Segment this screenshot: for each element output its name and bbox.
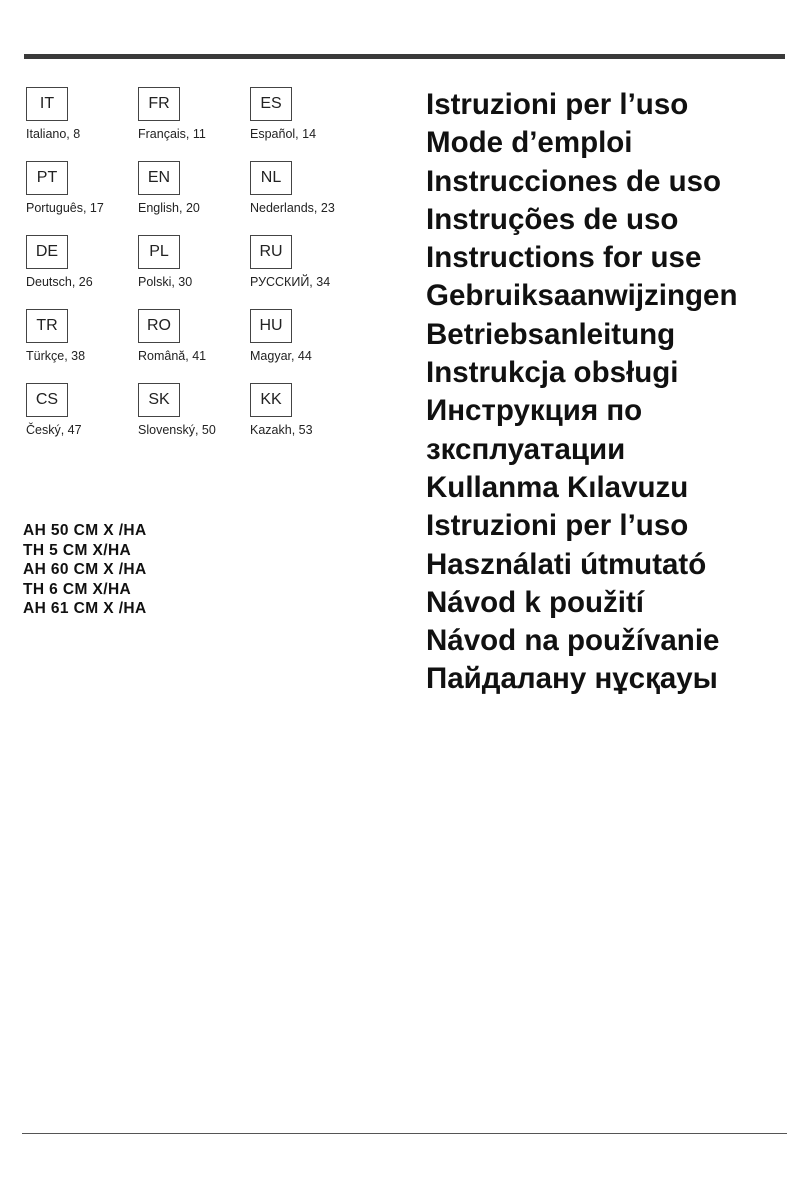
language-page-label: Deutsch, 26 bbox=[26, 275, 93, 289]
language-page-label: Český, 47 bbox=[26, 423, 82, 437]
instruction-title: Istruzioni per l’uso bbox=[426, 509, 689, 543]
model-number: AH 61 CM X /HA bbox=[23, 600, 147, 618]
bottom-rule bbox=[22, 1133, 787, 1134]
language-code-box: IT bbox=[26, 87, 68, 121]
instruction-title: Gebruiksaanwijzingen bbox=[426, 279, 738, 313]
instruction-title: Betriebsanleitung bbox=[426, 317, 676, 351]
instruction-title: Návod k použití bbox=[426, 585, 644, 619]
language-page-label: Kazakh, 53 bbox=[250, 423, 313, 437]
instruction-title: Kullanma Kılavuzu bbox=[426, 470, 689, 504]
instruction-title: зксплуатации bbox=[426, 432, 626, 466]
language-page-label: Português, 17 bbox=[26, 201, 104, 215]
model-number: TH 5 CM X/HA bbox=[23, 541, 132, 559]
language-page-label: Polski, 30 bbox=[138, 275, 193, 289]
language-code-box: EN bbox=[138, 161, 180, 195]
language-code-box: KK bbox=[250, 383, 292, 417]
instruction-title: Návod na používanie bbox=[426, 624, 720, 658]
language-entry-pl bbox=[138, 235, 192, 289]
instruction-title: Instructions for use bbox=[426, 241, 702, 275]
language-entry-es bbox=[250, 87, 316, 141]
language-code-box: RU bbox=[250, 235, 292, 269]
language-code-box: TR bbox=[26, 309, 68, 343]
language-page-label: Română, 41 bbox=[138, 349, 207, 363]
language-entry-sk bbox=[138, 383, 216, 437]
language-page-label: Türkçe, 38 bbox=[26, 349, 86, 363]
top-rule bbox=[24, 54, 785, 59]
instruction-title: Használati útmutató bbox=[426, 547, 707, 581]
language-entry-cs bbox=[26, 383, 82, 437]
language-entry-de bbox=[26, 235, 93, 289]
language-page-label: Slovenský, 50 bbox=[138, 423, 216, 437]
instruction-title: Istruzioni per l’uso bbox=[426, 88, 689, 121]
language-code-box: DE bbox=[26, 235, 68, 269]
language-code-box: FR bbox=[138, 87, 180, 121]
instruction-title: Instrukcja obsługi bbox=[426, 356, 679, 390]
language-page-label: Français, 11 bbox=[138, 127, 206, 141]
language-page-label: Magyar, 44 bbox=[250, 349, 312, 363]
language-entry-ru bbox=[250, 235, 330, 289]
model-number: AH 50 CM X /HA bbox=[23, 522, 147, 539]
language-entry-ro bbox=[138, 309, 206, 363]
language-entry-en bbox=[138, 161, 200, 215]
language-entry-it bbox=[26, 87, 80, 141]
instruction-title: Mode d’emploi bbox=[426, 126, 633, 160]
model-list bbox=[23, 521, 147, 619]
language-page-label: Italiano, 8 bbox=[26, 127, 81, 141]
language-entry-hu bbox=[250, 309, 312, 363]
language-entry-kk bbox=[250, 383, 313, 437]
model-number: AH 60 CM X /HA bbox=[23, 561, 147, 579]
language-code-box: ES bbox=[250, 87, 292, 121]
language-code-box: SK bbox=[138, 383, 180, 417]
language-code-box: CS bbox=[26, 383, 68, 417]
instruction-title: Инструкция по bbox=[426, 394, 643, 428]
language-code-box: NL bbox=[250, 161, 292, 195]
language-code-box: RO bbox=[138, 309, 180, 343]
instruction-title: Пайдалану нұсқауы bbox=[426, 662, 718, 696]
language-entry-tr bbox=[26, 309, 85, 363]
language-entry-nl bbox=[250, 161, 335, 215]
language-page-label: Nederlands, 23 bbox=[250, 201, 335, 215]
language-code-box: PT bbox=[26, 161, 68, 195]
language-page-label: English, 20 bbox=[138, 201, 200, 215]
instruction-title: Instrucciones de uso bbox=[426, 164, 722, 198]
language-code-box: PL bbox=[138, 235, 180, 269]
language-page-label: РУССКИЙ, 34 bbox=[250, 275, 331, 289]
language-entry-fr bbox=[138, 87, 206, 141]
language-entry-pt bbox=[26, 161, 104, 215]
model-number: TH 6 CM X/HA bbox=[23, 580, 132, 598]
instruction-titles bbox=[426, 86, 737, 699]
language-code-box: HU bbox=[250, 309, 292, 343]
instruction-title: Instruções de uso bbox=[426, 202, 679, 236]
language-page-label: Español, 14 bbox=[250, 127, 317, 141]
language-index bbox=[26, 87, 386, 447]
